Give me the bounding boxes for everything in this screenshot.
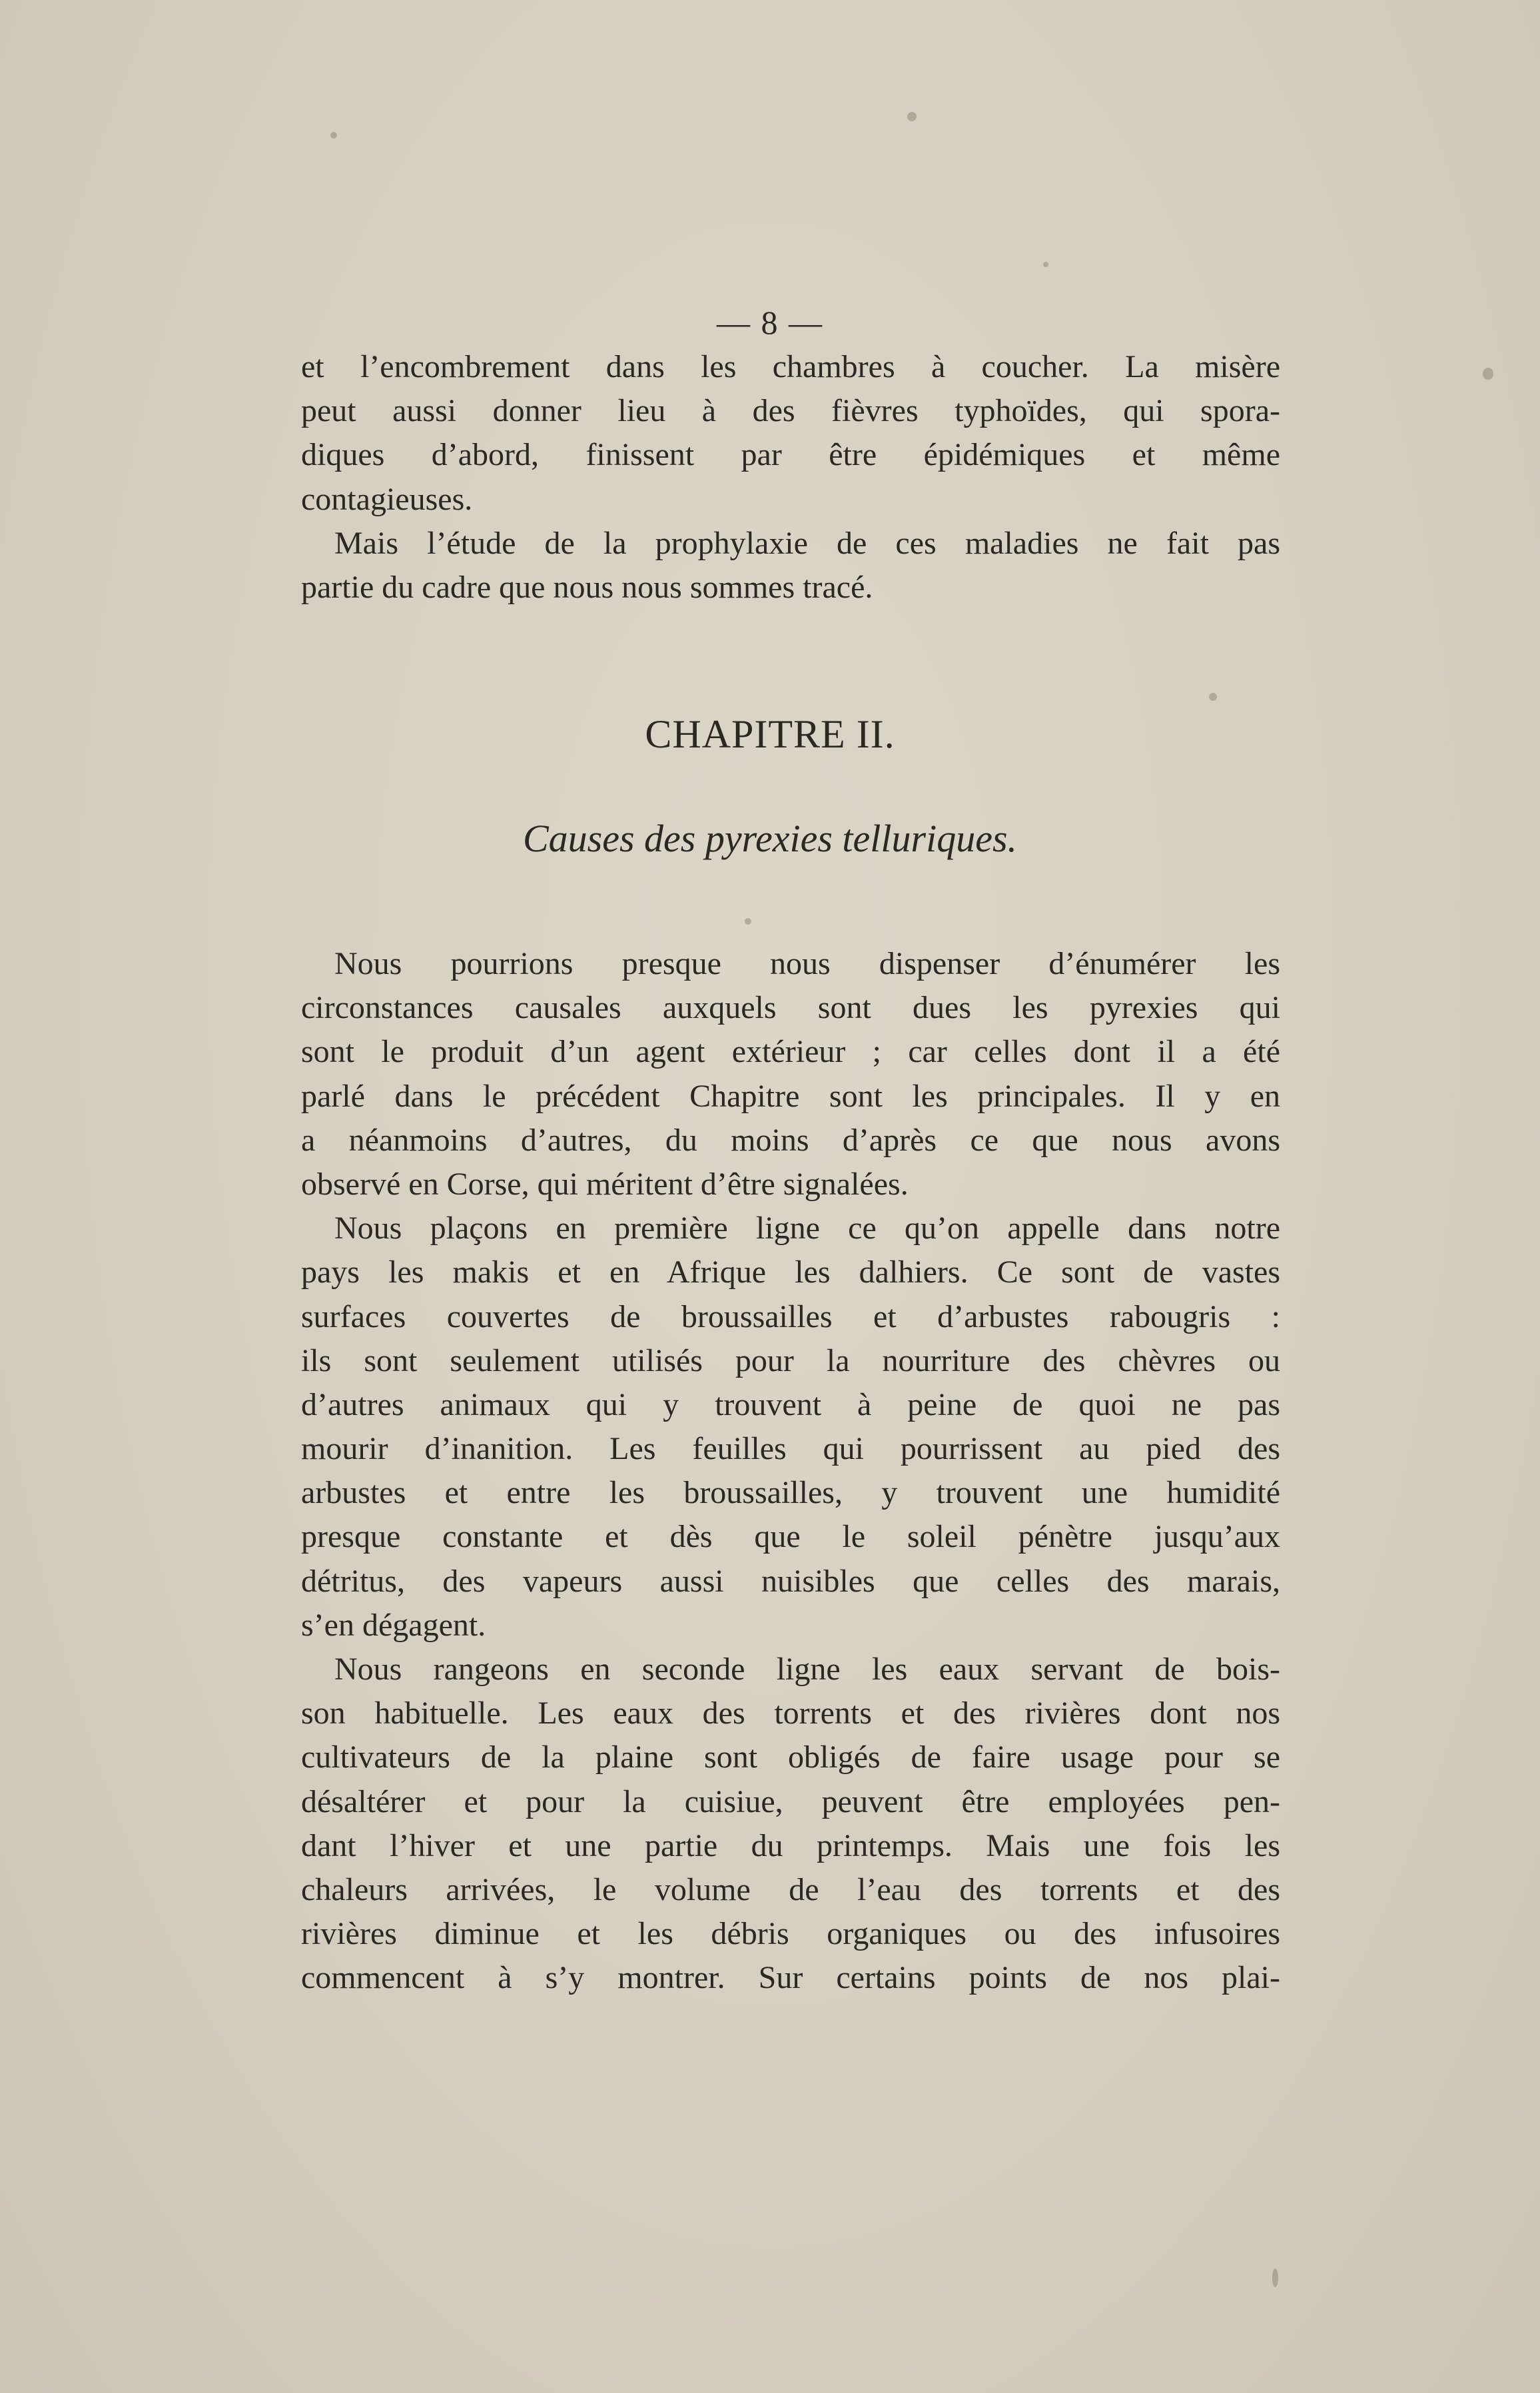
chapter-subtitle: Causes des pyrexies telluriques. (522, 817, 1018, 860)
text-line: d’autres animaux qui y trouvent à peine de quoi ne pas (301, 1386, 1280, 1422)
paragraph (301, 522, 1280, 610)
text-line: observé en Corse, qui méritent d’être signalées. (301, 1166, 909, 1202)
text-line: s’en dégagent. (301, 1607, 486, 1643)
text-line: partie du cadre que nous nous sommes tracé. (301, 569, 873, 605)
chapter-title: CHAPITRE II. (645, 712, 895, 756)
scan-speck (745, 918, 751, 925)
text-line: contagieuses. (301, 481, 473, 517)
scan-speck (1272, 2268, 1278, 2287)
text-line: presque constante et dès que le soleil pénètre jusqu’aux (301, 1519, 1280, 1555)
text-line: son habituelle. Les eaux des torrents et des rivières dont nos (301, 1695, 1280, 1731)
text-line: arbustes et entre les broussailles, y trouvent une humidité (301, 1475, 1280, 1511)
scan-speck (1043, 262, 1048, 267)
text-line: parlé dans le précédent Chapitre sont les principales. Il y en (301, 1078, 1280, 1114)
scan-speck (1483, 368, 1493, 380)
top-text (301, 345, 1280, 610)
text-line: ils sont seulement utilisés pour la nourriture des chèvres ou (301, 1342, 1280, 1378)
text-line: dant l’hiver et une partie du printemps. Mais une fois les (301, 1827, 1280, 1863)
text-line: peut aussi donner lieu à des fièvres typhoïdes, qui spora- (301, 393, 1280, 429)
paragraph (301, 1648, 1280, 2001)
text-line: mourir d’inanition. Les feuilles qui pourrissent au pied des (301, 1431, 1280, 1467)
paragraph (301, 1206, 1280, 1648)
text-line: diques d’abord, finissent par être épidémiques et même (301, 437, 1280, 473)
scan-speck (330, 132, 337, 139)
text-line: Nous plaçons en première ligne ce qu’on appelle dans notre (334, 1210, 1280, 1246)
paragraph (301, 345, 1280, 522)
text-line: sont le produit d’un agent extérieur ; car celles dont il a été (301, 1034, 1280, 1070)
page-number: — 8 — (717, 304, 823, 341)
scan-speck (1209, 693, 1217, 701)
text-line: détritus, des vapeurs aussi nuisibles que celles des marais, (301, 1563, 1280, 1599)
text-line: Nous pourrions presque nous dispenser d’énumérer les (334, 946, 1280, 981)
text-line: pays les makis et en Afrique les dalhiers. Ce sont de vastes (301, 1254, 1280, 1290)
text-line: surfaces couvertes de broussailles et d’arbustes rabougris : (301, 1298, 1280, 1334)
text-line: cultivateurs de la plaine sont obligés de faire usage pour se (301, 1739, 1280, 1775)
text-line: Nous rangeons en seconde ligne les eaux servant de bois- (334, 1652, 1280, 1687)
body-text (301, 942, 1280, 2001)
text-line: désaltérer et pour la cuisiue, peuvent être employées pen- (301, 1783, 1280, 1819)
text-line: a néanmoins d’autres, du moins d’après ce que nous avons (301, 1122, 1280, 1158)
paragraph (301, 942, 1280, 1206)
text-line: chaleurs arrivées, le volume de l’eau des torrents et des (301, 1871, 1280, 1907)
text-line: Mais l’étude de la prophylaxie de ces maladies ne fait pas (334, 525, 1280, 561)
text-line: et l’encombrement dans les chambres à coucher. La misère (301, 349, 1280, 384)
text-line: rivières diminue et les débris organiques ou des infusoires (301, 1916, 1280, 1952)
scan-speck (907, 112, 917, 121)
text-line: circonstances causales auxquels sont dues les pyrexies qui (301, 990, 1280, 1026)
text-line: commencent à s’y montrer. Sur certains points de nos plai- (301, 1960, 1280, 1996)
